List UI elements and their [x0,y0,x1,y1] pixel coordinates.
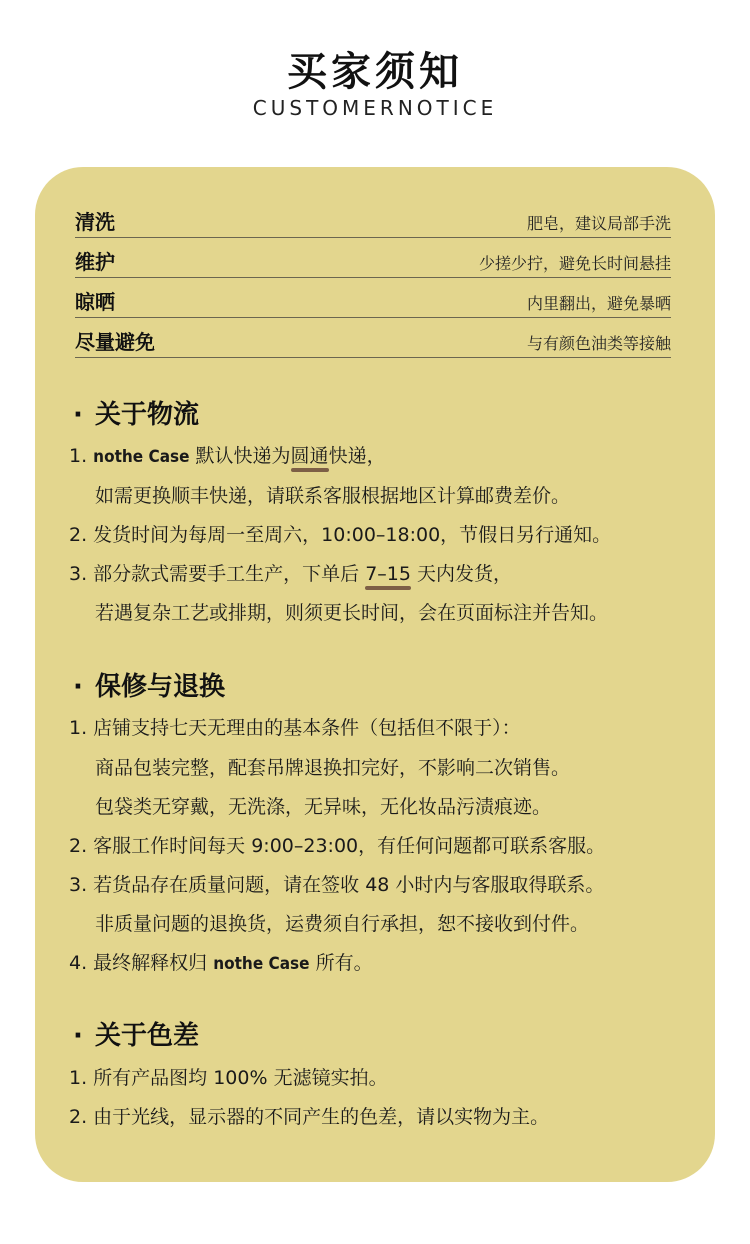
warranty-line-1-c1: 商品包装完整，配套吊牌退换扣完好，不影响二次销售。 [95,757,571,779]
section-heading-logistics [73,394,199,431]
care-value: 与有颜色油类等接触 [526,334,671,353]
logistics-line-1-cont: 如需更换顺丰快递，请联系客服根据地区计算邮费差价。 [95,485,571,507]
care-row-wash [75,203,671,238]
care-label: 尽量避免 [75,330,155,354]
list-number: 1. [69,445,94,467]
brand-name: nothe Case [93,447,190,467]
section-heading-color [73,1015,199,1052]
page-title: 买家须知 [287,49,463,95]
highlighted-courier: 圆通 [290,445,329,467]
warranty-line-3: 3. 若货品存在质量问题，请在签收 48 小时内与客服取得联系。 [69,874,605,896]
notice-card [35,167,715,1182]
logistics-line-3-cont: 若遇复杂工艺或排期，则须更长时间，会在页面标注并告知。 [95,602,609,624]
logistics-line-3 [69,559,512,586]
care-label: 清洗 [75,210,115,234]
bullet-dot: · [73,400,83,430]
text-segment: 3. 部分款式需要手工生产，下单后 [69,563,366,585]
color-line-1: 1. 所有产品图均 100% 无滤镜实拍。 [69,1067,388,1089]
care-row-avoid [75,323,671,358]
care-row-maintain [75,243,671,278]
bullet-dot: · [73,672,83,702]
text-segment: 4. 最终解释权归 [69,952,214,974]
section-title: 关于物流 [95,400,200,430]
section-title: 关于色差 [95,1021,200,1051]
text-segment: 快递， [328,445,386,467]
text-segment: 默认快递为 [189,445,291,467]
section-title: 保修与退换 [95,672,226,702]
care-value: 少搓少拧，避免长时间悬挂 [478,254,671,273]
logistics-line-2: 2. 发货时间为每周一至周六，10:00–18:00，节假日另行通知。 [69,524,612,546]
text-segment: 天内发货， [410,563,513,585]
care-row-dry [75,283,671,318]
care-label: 维护 [75,250,115,274]
logistics-line-1 [69,441,386,468]
color-line-2: 2. 由于光线，显示器的不同产生的色差，请以实物为主。 [69,1106,550,1128]
warranty-line-4 [69,948,373,975]
bullet-dot: · [73,1021,83,1051]
page-subtitle: CUSTOMERNOTICE [252,96,498,120]
text-segment: 所有。 [309,952,373,974]
warranty-line-1-c2: 包袋类无穿戴，无洗涤，无异味，无化妆品污渍痕迹。 [95,796,552,818]
brand-name: nothe Case [213,954,310,974]
warranty-line-3-cont: 非质量问题的退换货，运费须自行承担，恕不接收到付件。 [95,913,590,935]
care-label: 晾晒 [75,290,115,314]
care-value: 内里翻出，避免暴晒 [526,294,671,313]
highlighted-days: 7–15 [365,563,411,585]
care-value: 肥皂，建议局部手洗 [526,214,671,233]
warranty-line-2: 2. 客服工作时间每天 9:00–23:00，有任何问题都可联系客服。 [69,835,606,857]
warranty-line-1: 1. 店铺支持七天无理由的基本条件（包括但不限于）： [69,717,521,739]
section-heading-warranty [73,666,225,703]
